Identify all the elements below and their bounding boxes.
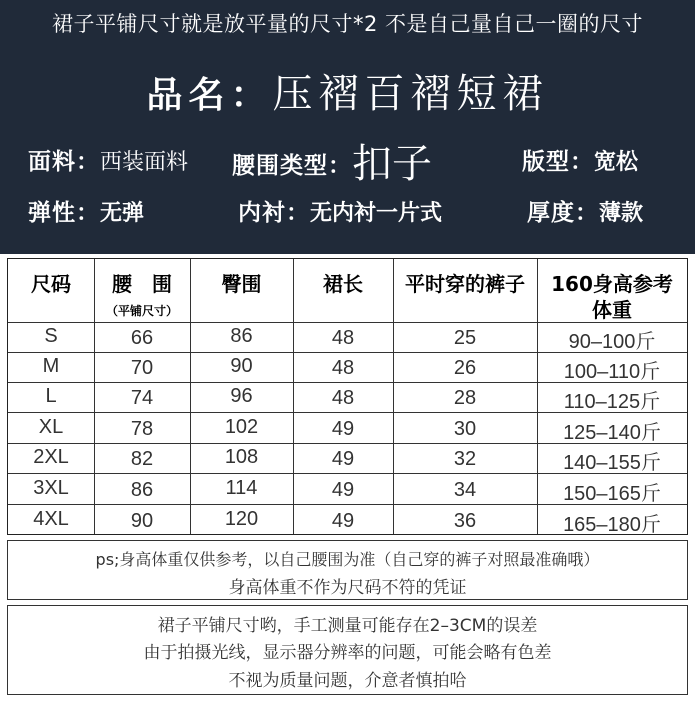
cell-waist: 82: [130, 448, 154, 470]
cell-length: 49: [331, 510, 355, 532]
waist-type-value: 扣子: [352, 141, 432, 187]
cell-size: 3XL: [33, 477, 69, 499]
fit-label: 版型：: [522, 149, 594, 175]
cell-size: M: [42, 355, 60, 377]
header-weight-line2: 体重: [592, 298, 632, 322]
cell-waist: 90: [130, 510, 154, 532]
cell-pants: 36: [453, 510, 477, 532]
cell-hip: 102: [224, 416, 259, 438]
thickness-attr: [527, 194, 643, 227]
product-title: [0, 62, 695, 119]
reference-note: [7, 540, 688, 600]
size-table: [7, 258, 688, 535]
note-line: 身高体重不作为尺码不符的凭证: [228, 578, 467, 598]
fit-value: 宽松: [594, 150, 639, 175]
cell-size: XL: [38, 416, 64, 438]
header-length: 裙长: [323, 272, 363, 296]
cell-length: 49: [331, 479, 355, 501]
fabric-attr: [28, 143, 188, 176]
waist-type-label: 腰围类型：: [232, 153, 352, 179]
elasticity-value: 无弹: [100, 201, 145, 226]
header-hip: 臀围: [221, 272, 262, 296]
fit-attr: [522, 143, 638, 176]
thickness-value: 薄款: [599, 201, 644, 226]
cell-weight: 110–125斤: [563, 391, 661, 413]
fabric-value: 西装面料: [100, 150, 189, 175]
cell-length: 49: [331, 448, 355, 470]
cell-weight: 150–165斤: [563, 483, 661, 505]
cell-weight: 90–100斤: [568, 331, 656, 353]
cell-hip: 108: [224, 446, 259, 468]
cell-size: S: [44, 325, 58, 347]
note-line: 裙子平铺尺寸哟，手工测量可能存在2–3CM的误差: [157, 616, 538, 636]
header-waist-sub: （平铺尺寸）: [105, 304, 178, 318]
lining-label: 内衬：: [238, 200, 310, 226]
cell-hip: 120: [224, 508, 259, 530]
fabric-label: 面料：: [28, 149, 100, 175]
cell-hip: 90: [230, 355, 253, 377]
cell-hip: 96: [230, 385, 253, 407]
cell-weight: 125–140斤: [563, 422, 661, 444]
cell-waist: 78: [130, 418, 154, 440]
waist-type-attr: [232, 132, 432, 189]
cell-pants: 26: [453, 357, 477, 379]
product-label: 品名：: [146, 75, 273, 116]
cell-hip: 114: [225, 477, 258, 499]
thickness-label: 厚度：: [527, 200, 599, 226]
note-line: ps;身高体重仅供参考，以自己腰围为准（自己穿的裤子对照最准确哦）: [95, 550, 600, 569]
lining-value: 无内衬一片式: [310, 201, 443, 226]
cell-size: L: [45, 385, 57, 407]
note-line: 不视为质量问题，介意者慎拍哈: [228, 671, 467, 691]
note-line: 由于拍摄光线，显示器分辨率的问题，可能会略有色差: [143, 643, 552, 663]
disclaimer-note: [7, 605, 688, 695]
product-name: 压褶百褶短裙: [272, 71, 549, 117]
cell-weight: 100–110斤: [563, 361, 661, 383]
measurement-notice: 裙子平铺尺寸就是放平量的尺寸*2 不是自己量自己一圈的尺寸: [51, 12, 644, 36]
cell-length: 48: [331, 387, 355, 409]
cell-weight: 165–180斤: [563, 514, 661, 536]
elasticity-label: 弹性：: [28, 200, 100, 226]
cell-waist: 74: [130, 387, 154, 409]
header-size: 尺码: [31, 272, 71, 296]
cell-length: 48: [331, 327, 355, 349]
elasticity-attr: [28, 194, 144, 227]
cell-length: 48: [331, 357, 355, 379]
cell-pants: 30: [453, 418, 477, 440]
cell-weight: 140–155斤: [563, 452, 661, 474]
cell-pants: 32: [453, 448, 477, 470]
cell-length: 49: [331, 418, 355, 440]
cell-waist: 86: [130, 479, 154, 501]
cell-waist: 70: [130, 357, 154, 379]
cell-size: 4XL: [33, 508, 69, 530]
header-panel: [0, 0, 695, 254]
cell-size: 2XL: [33, 446, 69, 468]
cell-pants: 34: [453, 479, 477, 501]
cell-pants: 25: [453, 327, 477, 349]
cell-waist: 66: [130, 327, 154, 349]
lining-attr: [238, 194, 442, 227]
header-weight: 160身高参考: [551, 272, 673, 296]
cell-pants: 28: [453, 387, 477, 409]
cell-hip: 86: [230, 325, 253, 347]
header-waist: 腰 围: [112, 272, 172, 296]
header-pants: 平时穿的裤子: [405, 272, 525, 296]
